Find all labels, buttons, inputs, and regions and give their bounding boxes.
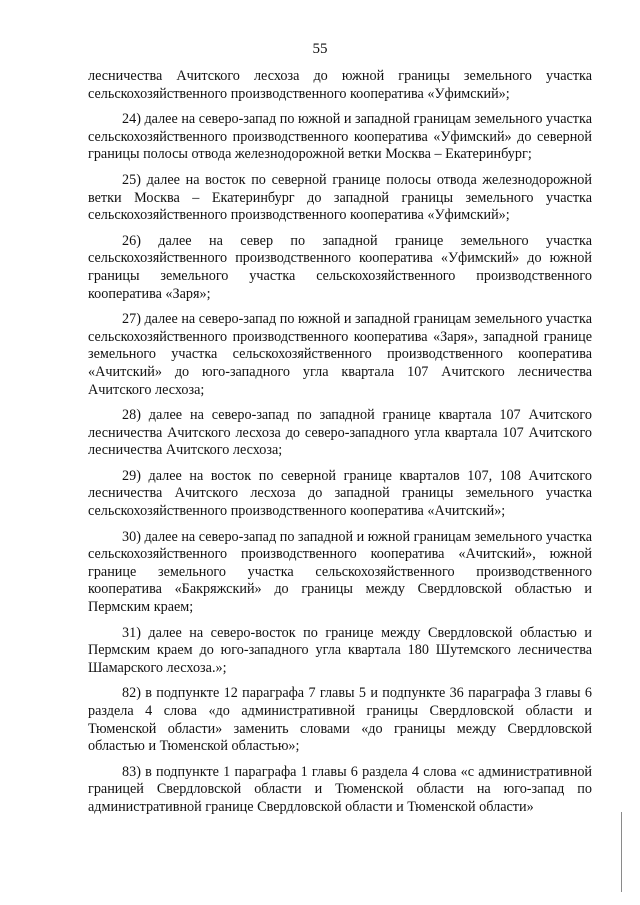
page-number: 55 xyxy=(312,41,328,57)
scan-margin-line xyxy=(621,812,622,892)
paragraph-item-31: 31) далее на северо-восток по границе между Свердловской областью и Пермским краем до юго-западного угла квартала 180 Шутемского лесничества Шамарского лесхоза.»; xyxy=(88,624,592,676)
paragraph-item-30: 30) далее на северо-запад по западной и южной границам земельного участка сельскохозяйственного производственного кооператива «Ачитский», южной границе земельного участка сельскохозяйственного производственного кооператива «Бакряжский» до границы между Свердловской областью и Пермским краем; xyxy=(88,528,592,616)
paragraph-item-24: 24) далее на северо-запад по южной и западной границам земельного участка сельскохозяйственного производственного кооператива «Уфимский» до северной границы полосы отвода железнодорожной ветки Москва – Екатеринбург; xyxy=(88,111,592,163)
paragraph-item-25: 25) далее на восток по северной границе полосы отвода железнодорожной ветки Москва – Екатеринбург до западной границы земельного участка сельскохозяйственного производственного кооператива «Уфимский»; xyxy=(88,171,592,224)
paragraph-item-29: 29) далее на восток по северной границе кварталов 107, 108 Ачитского лесничества Ачитского лесхоза до западной границы земельного участка сельскохозяйственного производственного кооператива «Ачитский»; xyxy=(88,467,592,520)
paragraph-item-27: 27) далее на северо-запад по южной и западной границам земельного участка сельскохозяйственного производственного кооператива «Заря», западной границе земельного участка сельскохозяйственного производственного кооператива «Ачитский» до юго-западного угла квартала 107 Ачитского лесничества Ачитского лесхоза; xyxy=(88,311,592,398)
document-body xyxy=(88,68,592,825)
paragraph-item-82: 82) в подпункте 12 параграфа 7 главы 5 и подпункте 36 параграфа 3 главы 6 раздела 4 слова «до административной границы Свердловской области и Тюменской области» заменить словами «до границы между Свердловской областью и Тюменской областью»; xyxy=(88,685,592,755)
paragraph-item-26: 26) далее на север по западной границе земельного участка сельскохозяйственного производственного кооператива «Уфимский» до южной границы земельного участка сельскохозяйственного производственного кооператива «Заря»; xyxy=(88,232,592,302)
paragraph-item-83: 83) в подпункте 1 параграфа 1 главы 6 раздела 4 слова «с административной границей Свердловской области и Тюменской области на юго-запад по административной границе Свердловской области и Тюменской области» xyxy=(88,763,592,815)
paragraph-continuation: лесничества Ачитского лесхоза до южной границы земельного участка сельскохозяйственного производственного кооператива «Уфимский»; xyxy=(88,68,592,102)
paragraph-item-28: 28) далее на северо-запад по западной границе квартала 107 Ачитского лесничества Ачитского лесхоза до северо-западного угла квартала 107 Ачитского лесничества Ачитского лесхоза; xyxy=(88,407,592,459)
